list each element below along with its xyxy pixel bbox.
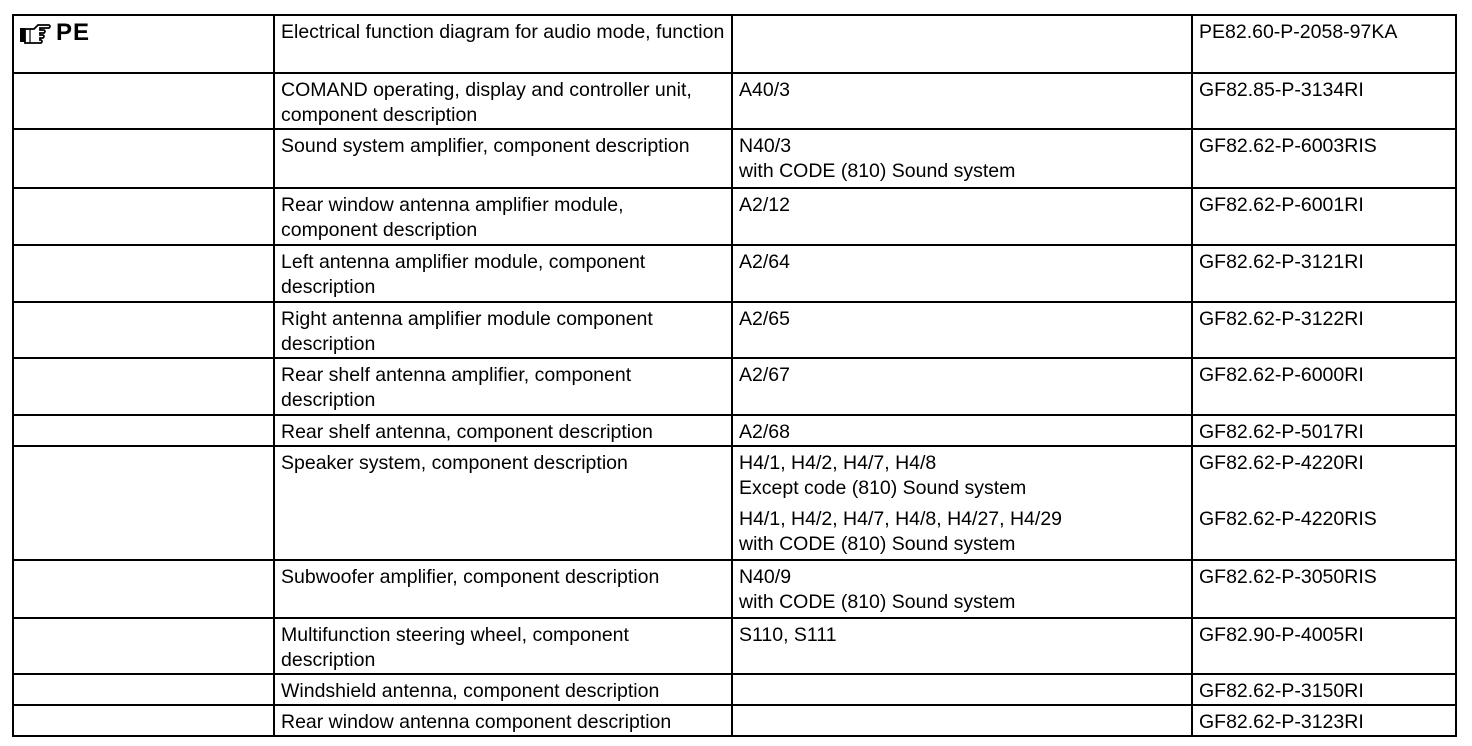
reference-cell[interactable] [1192, 415, 1456, 446]
row-title: COMAND operating, display and controller unit, component description [281, 79, 692, 126]
table-row [13, 358, 1456, 415]
designation-cell [732, 129, 1192, 188]
marker-cell [13, 618, 274, 674]
table-row [13, 705, 1456, 736]
designation-cell [732, 446, 1192, 560]
marker-cell [13, 560, 274, 618]
reference-cell[interactable] [1192, 73, 1456, 129]
marker-cell [13, 446, 274, 560]
title-cell [274, 674, 732, 705]
designation-note: with CODE (810) Sound system [739, 533, 1016, 555]
reference-cell[interactable] [1192, 302, 1456, 358]
table-row [13, 674, 1456, 705]
pe-label: PE [56, 19, 91, 46]
reference-cell[interactable] [1192, 358, 1456, 415]
reference-link[interactable]: GF82.62-P-6001RI [1199, 194, 1364, 216]
designation: A2/68 [739, 421, 790, 443]
designation-cell [732, 245, 1192, 302]
marker-cell [13, 188, 274, 245]
marker-cell [13, 705, 274, 736]
reference-link[interactable]: GF82.62-P-4220RIS [1199, 508, 1377, 530]
reference-cell[interactable] [1192, 15, 1456, 73]
title-cell [274, 73, 732, 129]
designation-cell [732, 358, 1192, 415]
table-row [13, 560, 1456, 618]
table-row [13, 302, 1456, 358]
row-title: Speaker system, component description [281, 452, 628, 474]
pe-marker [18, 20, 267, 45]
reference-link[interactable]: GF82.62-P-3122RI [1199, 308, 1364, 330]
designation-cell [732, 73, 1192, 129]
row-title: Rear shelf antenna, component description [281, 421, 653, 443]
reference-link[interactable]: GF82.62-P-3150RI [1199, 680, 1364, 702]
reference-link[interactable]: GF82.62-P-3050RIS [1199, 566, 1377, 588]
title-cell [274, 302, 732, 358]
reference-link[interactable]: PE82.60-P-2058-97KA [1199, 21, 1398, 43]
row-title: Multifunction steering wheel, component description [281, 624, 629, 671]
row-title: Right antenna amplifier module component description [281, 308, 653, 355]
designation: N40/3 [739, 135, 792, 157]
title-cell [274, 560, 732, 618]
pointing-hand-icon [18, 21, 52, 45]
table-row [13, 129, 1456, 188]
designation: A2/67 [739, 364, 790, 386]
reference-link[interactable]: GF82.62-P-4220RI [1199, 452, 1364, 474]
designation-note: with CODE (810) Sound system [739, 591, 1016, 613]
designation: H4/1, H4/2, H4/7, H4/8 [739, 452, 937, 474]
marker-cell [13, 674, 274, 705]
row-title: Subwoofer amplifier, component description [281, 566, 660, 588]
title-cell [274, 15, 732, 73]
designation-cell [732, 705, 1192, 736]
reference-table [12, 14, 1457, 737]
row-title: Rear window antenna amplifier module, component description [281, 194, 624, 241]
designation: A2/12 [739, 194, 790, 216]
title-cell [274, 245, 732, 302]
row-title: Rear window antenna component description [281, 711, 672, 733]
marker-cell [13, 129, 274, 188]
reference-cell[interactable] [1192, 618, 1456, 674]
reference-link[interactable]: GF82.62-P-6003RIS [1199, 135, 1377, 157]
designation-note: Except code (810) Sound system [739, 477, 1027, 499]
row-title: Left antenna amplifier module, component description [281, 251, 646, 298]
designation-cell [732, 188, 1192, 245]
marker-cell [13, 415, 274, 446]
table-row [13, 446, 1456, 560]
designation: A2/64 [739, 251, 790, 273]
marker-cell [13, 358, 274, 415]
marker-cell [13, 245, 274, 302]
designation: N40/9 [739, 566, 792, 588]
reference-cell[interactable] [1192, 446, 1456, 560]
title-cell [274, 618, 732, 674]
reference-cell[interactable] [1192, 705, 1456, 736]
designation-note: with CODE (810) Sound system [739, 160, 1016, 182]
reference-cell[interactable] [1192, 188, 1456, 245]
reference-link[interactable]: GF82.62-P-3121RI [1199, 251, 1364, 273]
marker-cell [13, 302, 274, 358]
row-title: Windshield antenna, component description [281, 680, 660, 702]
designation-cell [732, 560, 1192, 618]
title-cell [274, 129, 732, 188]
reference-link[interactable]: GF82.62-P-3123RI [1199, 711, 1364, 733]
reference-cell[interactable] [1192, 674, 1456, 705]
title-cell [274, 188, 732, 245]
marker-cell [13, 15, 274, 73]
table-row [13, 245, 1456, 302]
table-row [13, 415, 1456, 446]
designation-cell [732, 618, 1192, 674]
title-cell [274, 358, 732, 415]
row-title: Sound system amplifier, component description [281, 135, 690, 157]
title-cell [274, 446, 732, 560]
designation: A40/3 [739, 79, 790, 101]
title-cell [274, 705, 732, 736]
row-title: Electrical function diagram for audio mode, function [281, 21, 725, 43]
reference-link[interactable]: GF82.90-P-4005RI [1199, 624, 1364, 646]
table-row [13, 15, 1456, 73]
designation-cell [732, 674, 1192, 705]
marker-cell [13, 73, 274, 129]
table-row [13, 618, 1456, 674]
designation: S110, S111 [739, 624, 837, 646]
designation: H4/1, H4/2, H4/7, H4/8, H4/27, H4/29 [739, 508, 1063, 530]
designation-cell [732, 302, 1192, 358]
reference-spacer [1199, 476, 1449, 501]
row-title: Rear shelf antenna amplifier, component description [281, 364, 632, 411]
title-cell [274, 415, 732, 446]
designation-cell [732, 15, 1192, 73]
reference-link[interactable]: GF82.62-P-6000RI [1199, 364, 1364, 386]
table-row [13, 73, 1456, 129]
designation: A2/65 [739, 308, 790, 330]
reference-cell[interactable] [1192, 245, 1456, 302]
table-row [13, 188, 1456, 245]
reference-link[interactable]: GF82.85-P-3134RI [1199, 79, 1364, 101]
designation-cell [732, 415, 1192, 446]
reference-cell[interactable] [1192, 560, 1456, 618]
reference-link[interactable]: GF82.62-P-5017RI [1199, 421, 1364, 443]
reference-cell[interactable] [1192, 129, 1456, 188]
